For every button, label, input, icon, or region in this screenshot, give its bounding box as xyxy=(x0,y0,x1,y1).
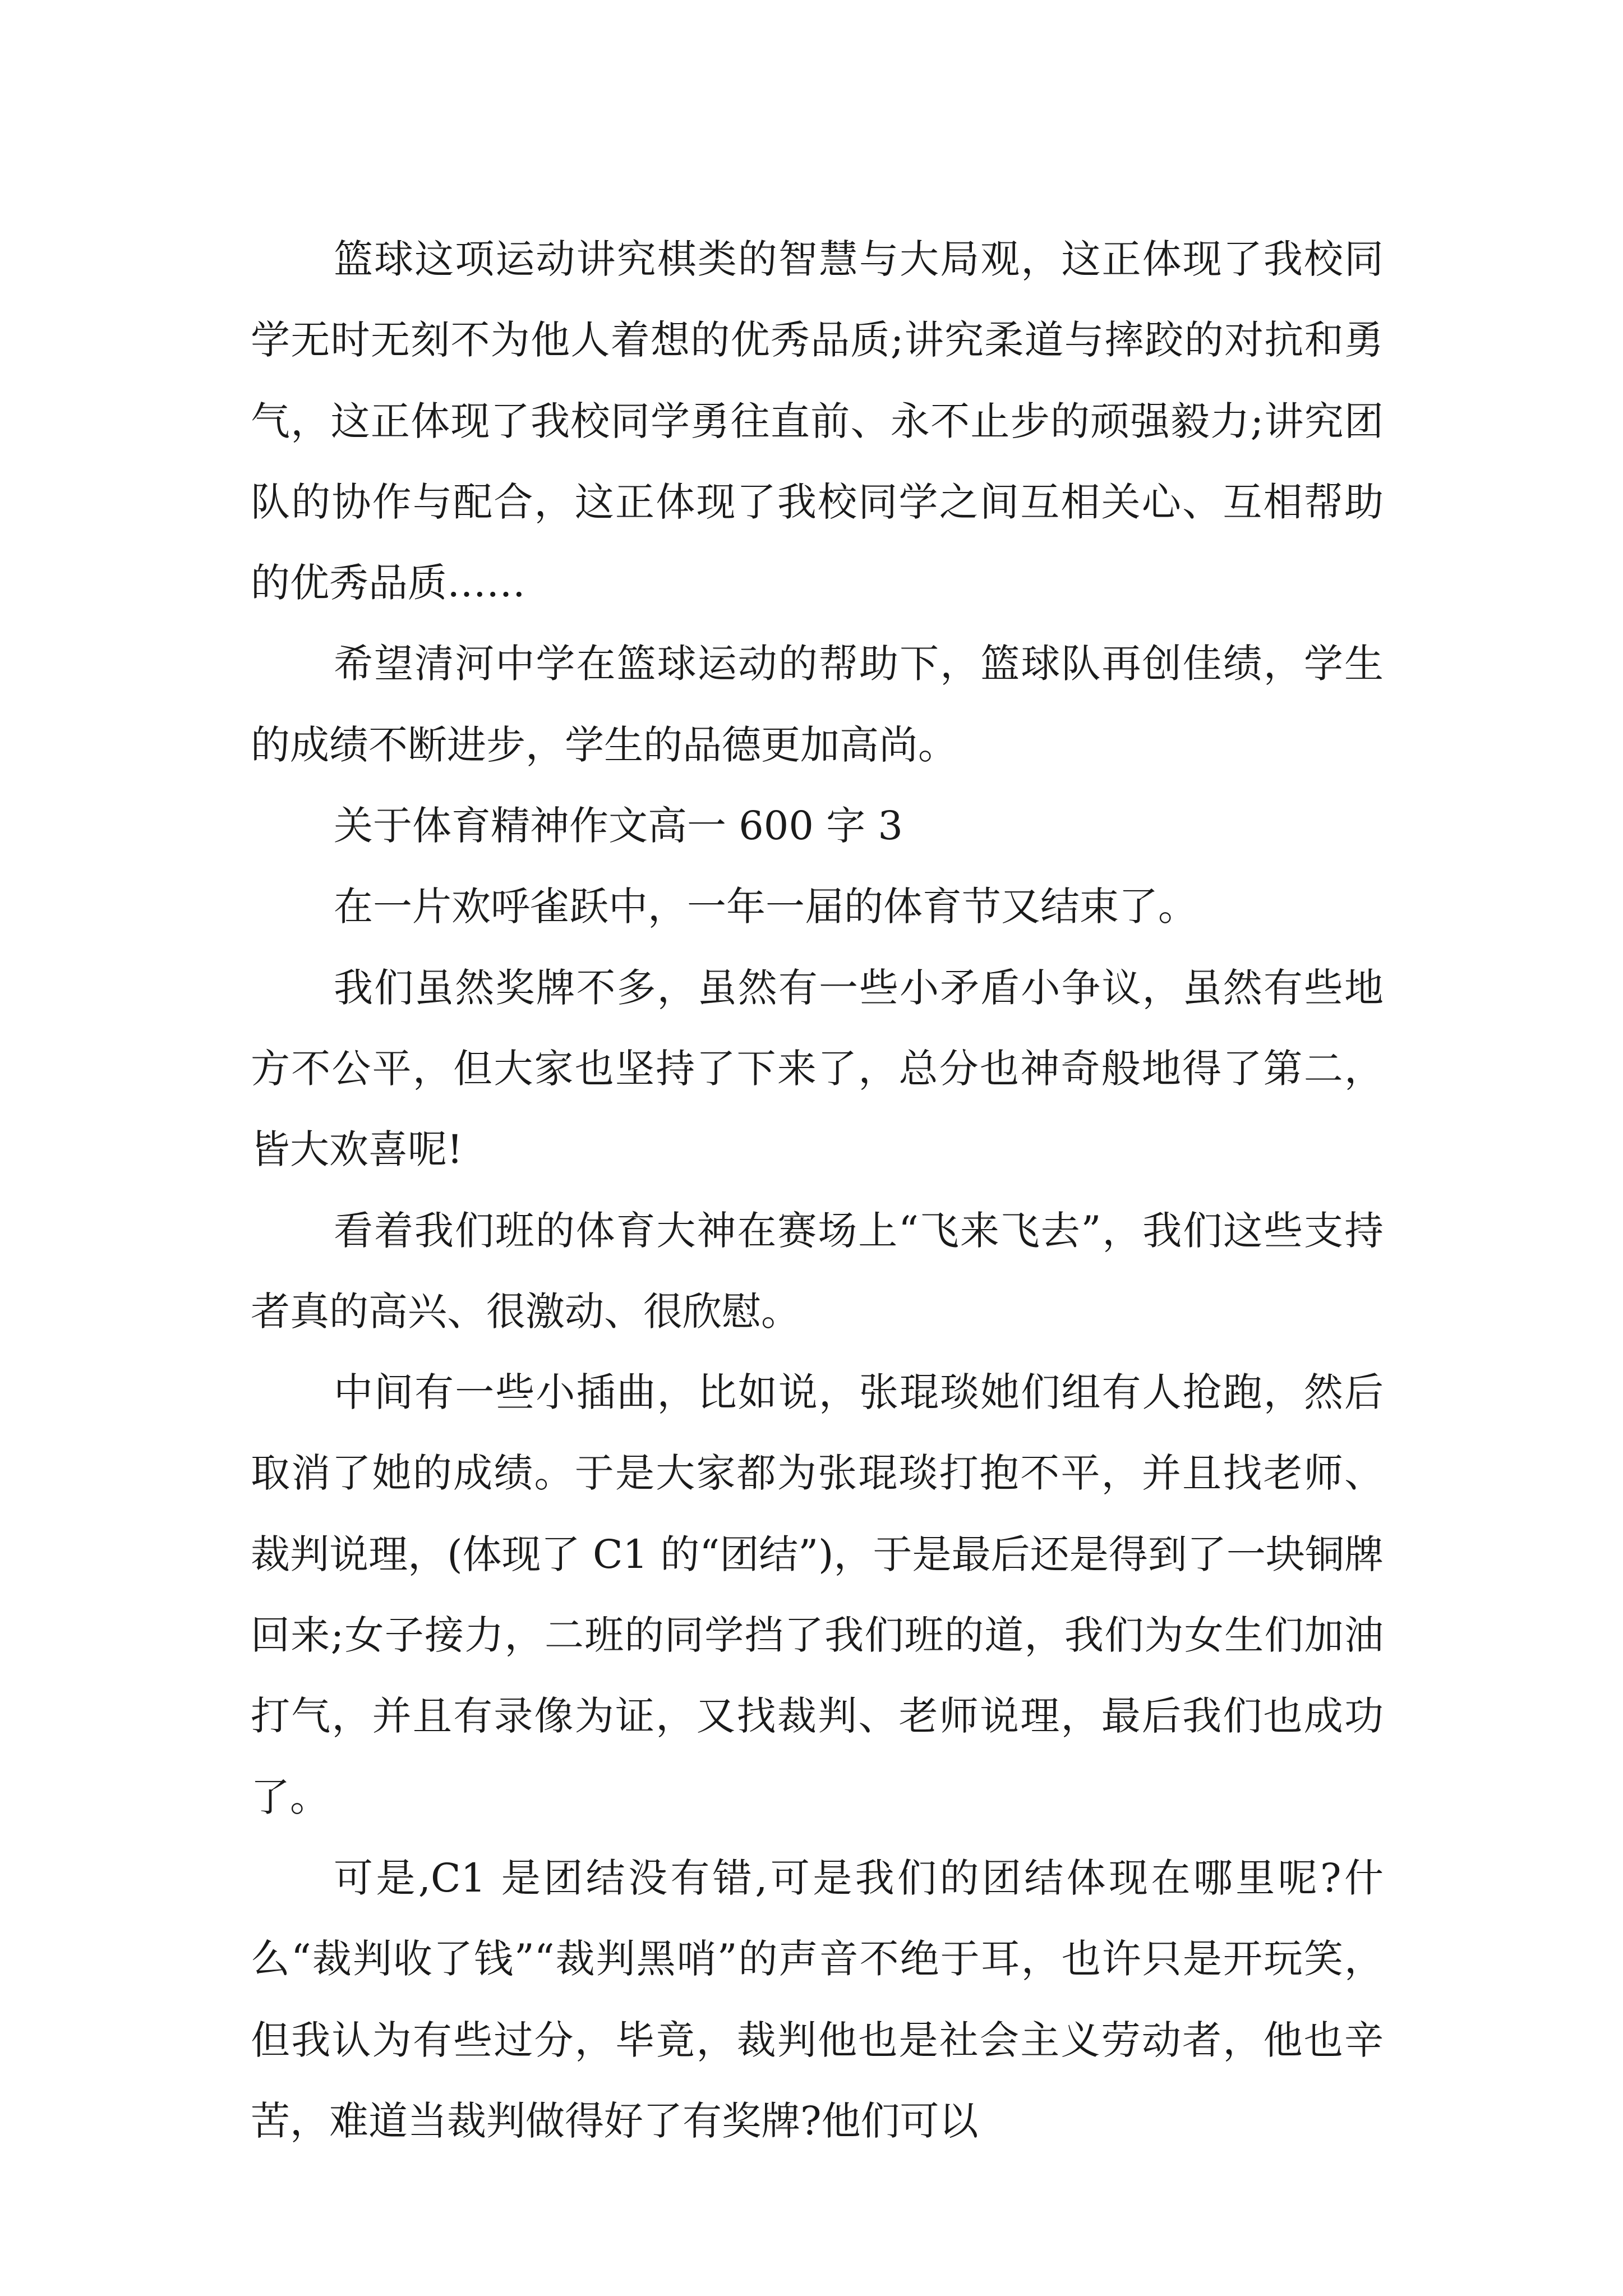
paragraph-basketball-qualities: 篮球这项运动讲究棋类的智慧与大局观，这正体现了我校同学无时无刻不为他人着想的优秀品质;讲究柔道与摔跤的对抗和勇气，这正体现了我校同学勇往直前、永不止步的顽强毅力;讲究团队的协作与配合，这正体现了我校同学之间互相关心、互相帮助的优秀品质…… xyxy=(251,236,1384,606)
document-body xyxy=(251,219,1384,2161)
paragraph-episodes: 中间有一些小插曲，比如说，张琨琰她们组有人抢跑，然后取消了她的成绩。于是大家都为张琨琰打抱不平，并且找老师、裁判说理，(体现了 C1 的“团结”)，于是最后还是得到了一块铜牌回来;女子接力，二班的同学挡了我们班的道，我们为女生们加油打气，并且有录像为证，又找裁判、老师说理，最后我们也成功了。 xyxy=(251,1369,1384,1820)
paragraph-supporters: 看着我们班的体育大神在赛场上“飞来飞去”，我们这些支持者真的高兴、很激动、很欣慰。 xyxy=(251,1207,1384,1335)
paragraph-second-place: 我们虽然奖牌不多，虽然有一些小矛盾小争议，虽然有些地方不公平，但大家也坚持了下来了，总分也神奇般地得了第二，皆大欢喜呢! xyxy=(251,964,1384,1173)
paragraph-unity-question: 可是,C1 是团结没有错,可是我们的团结体现在哪里呢?什么“裁判收了钱”“裁判黑哨”的声音不绝于耳，也许只是开玩笑，但我认为有些过分，毕竟，裁判他也是社会主义劳动者，他也辛苦，难道当裁判做得好了有奖牌?他们可以 xyxy=(251,1855,1384,2144)
essay-heading: 关于体育精神作文高一 600 字 3 xyxy=(334,803,903,849)
paragraph-hope-qinghe: 希望清河中学在篮球运动的帮助下，篮球队再创佳绩，学生的成绩不断进步，学生的品德更加高尚。 xyxy=(251,641,1384,768)
paragraph-sports-day-ended: 在一片欢呼雀跃中，一年一届的体育节又结束了。 xyxy=(334,884,1197,930)
